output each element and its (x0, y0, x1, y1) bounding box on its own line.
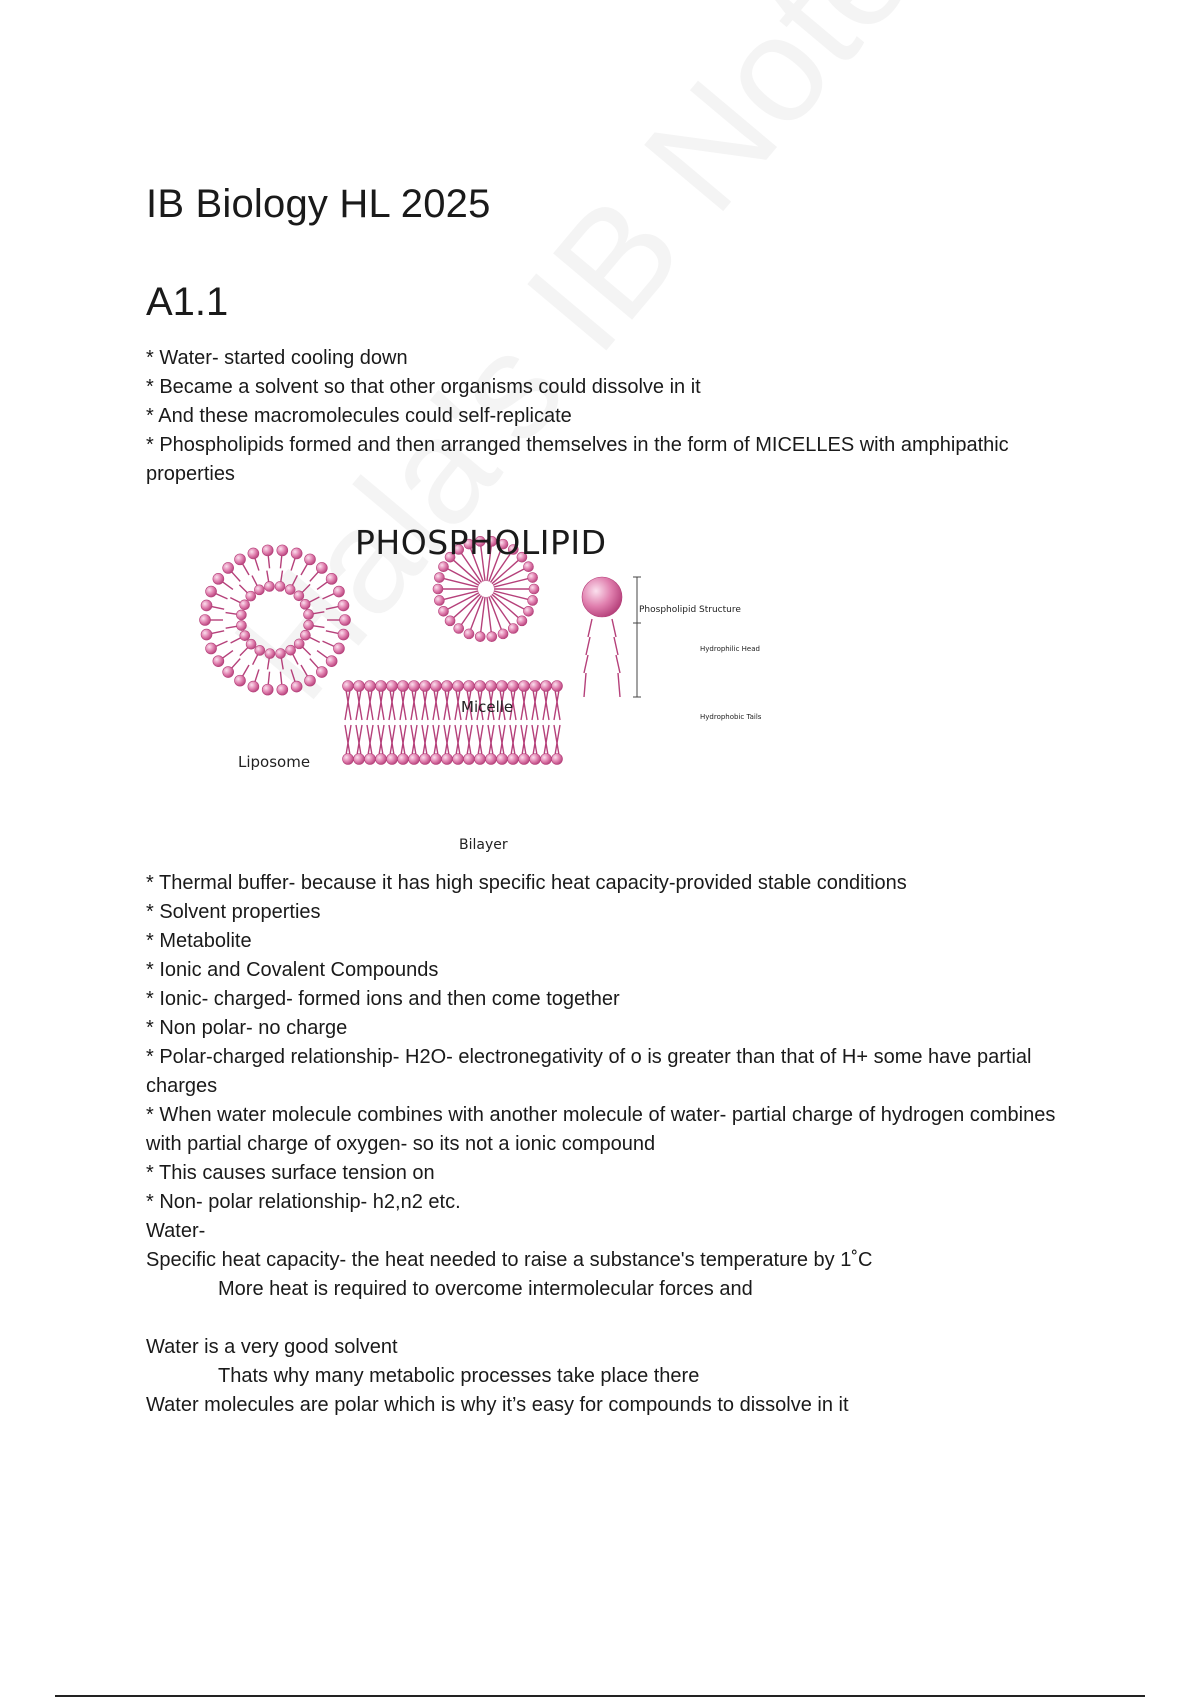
phospholipid-head (454, 624, 464, 634)
phospholipid-head (235, 675, 246, 686)
phospholipid-tail (544, 690, 549, 720)
phospholipid-tail (390, 725, 395, 755)
indented-note: More heat is required to overcome intermolecular forces and (218, 1278, 753, 1300)
phospholipid-head (316, 667, 327, 678)
phospholipid-head (236, 610, 246, 620)
phospholipid-head (519, 754, 530, 765)
phospholipid-head (326, 573, 337, 584)
phospholipid-tail (231, 571, 240, 581)
footer-rule (55, 1695, 1145, 1697)
phospholipid-tail (554, 690, 559, 720)
phospholipid-tail (555, 690, 560, 720)
phospholipid-head (365, 681, 376, 692)
phospholipid-tail (309, 637, 320, 642)
phospholipid-head (276, 649, 286, 659)
phospholipid-figure (180, 515, 820, 860)
phospholipid-tail (317, 651, 328, 659)
bilayer-diagram (343, 681, 563, 765)
phospholipid-head (420, 754, 431, 765)
phospholipid-tail (532, 690, 537, 720)
phospholipid-head (376, 754, 387, 765)
phospholipid-head (519, 681, 530, 692)
phospholipid-tail (533, 690, 538, 720)
phospholipid-tail (346, 725, 351, 755)
phospholipid-head (240, 600, 250, 610)
phospholipid-head (291, 681, 302, 692)
phospholipid-tail (345, 725, 350, 755)
phospholipid-tail (280, 672, 281, 686)
note-line: * Ionic- charged- formed ions and then come together (146, 988, 620, 1010)
phospholipid-tail (401, 725, 406, 755)
phospholipid-tail (400, 725, 405, 755)
phospholipid-tail (240, 647, 248, 656)
phospholipid-head (431, 754, 442, 765)
phospholipid-head (338, 600, 349, 611)
phospholipid-tail (511, 725, 516, 755)
phospholipid-head (508, 754, 519, 765)
phospholipid-tail (584, 655, 588, 673)
phospholipid-tail (522, 690, 527, 720)
phospholipid-tail (423, 690, 428, 720)
phospholipid-head (248, 681, 259, 692)
phospholipid-structure-diagram (582, 577, 641, 697)
bullet-line: * Phospholipids formed and then arranged themselves in the form of MICELLES with amphipathic properties (146, 434, 1009, 485)
liposome-label: Liposome (238, 753, 311, 771)
phospholipid-tail (612, 619, 616, 637)
phospholipid-tail (412, 690, 417, 720)
phospholipid-head (201, 600, 212, 611)
note-line: * When water molecule combines with another molecule of water- partial charge of hydrogen combines with partial charge of oxygen- so its not a ionic compound (146, 1104, 1056, 1155)
phospholipid-head (486, 681, 497, 692)
note-line: * Thermal buffer- because it has high specific heat capacity-provided stable conditions (146, 872, 907, 894)
main-notes (146, 869, 1086, 1420)
phospholipid-tail (584, 673, 586, 697)
phospholipid-tail (423, 725, 428, 755)
note-line: Water- (146, 1220, 206, 1242)
phospholipid-head (333, 586, 344, 597)
note-line: Water is a very good solvent (146, 1336, 398, 1358)
phospholipid-head (497, 754, 508, 765)
phospholipid-tail (215, 593, 228, 599)
phospholipid-tail (522, 725, 527, 755)
phospholipid-tail (280, 554, 281, 568)
phospholipid-tail (310, 571, 319, 581)
phospholipid-tail (500, 725, 505, 755)
phospholipid-tail (378, 725, 383, 755)
phospholipid-tail (323, 593, 336, 599)
phospholipid-head (264, 581, 274, 591)
phospholipid-head (235, 554, 246, 565)
phospholipid-tail (434, 690, 439, 720)
phospholipid-head (387, 754, 398, 765)
phospholipid-tail (268, 672, 269, 686)
phospholipid-tail (323, 641, 336, 647)
phospholipid-tail (309, 597, 320, 603)
phospholipid-tail (445, 690, 450, 720)
tails-label: Hydrophobic Tails (700, 713, 762, 721)
phospholipid-head (305, 675, 316, 686)
phospholipid-head (434, 595, 444, 605)
phospholipid-tail (478, 725, 483, 755)
phospholipid-tail (313, 626, 325, 628)
phospholipid-head (433, 584, 443, 594)
phospholipid-head (508, 624, 518, 634)
phospholipid-head (528, 573, 538, 583)
phospholipid-head (304, 609, 314, 619)
phospholipid-tail (230, 598, 241, 603)
phospholipid-head (246, 639, 256, 649)
phospholipid-head (277, 684, 288, 695)
phospholipid-tail (444, 725, 449, 755)
phospholipid-head (398, 754, 409, 765)
phospholipid-tail (231, 637, 242, 643)
phospholipid-tail (312, 612, 324, 614)
figure-title: PHOSPHOLIPID (355, 523, 607, 562)
phospholipid-tail (422, 690, 427, 720)
phospholipid-head (236, 621, 246, 631)
phospholipid-head (285, 585, 295, 595)
phospholipid-head (442, 681, 453, 692)
phospholipid-head (552, 681, 563, 692)
phospholipid-tail (389, 690, 394, 720)
phospholipid-head (528, 595, 538, 605)
phospholipid-head (475, 632, 485, 642)
phospholipid-tail (379, 690, 384, 720)
phospholipid-tail (210, 606, 224, 609)
note-line: * Non polar- no charge (146, 1017, 348, 1039)
phospholipid-head (438, 606, 448, 616)
phospholipid-tail (444, 690, 449, 720)
note-line: * Metabolite (146, 930, 252, 952)
phospholipid-tail (401, 690, 406, 720)
phospholipid-tail (210, 631, 224, 634)
phospholipid-head (541, 754, 552, 765)
phospholipid-tail (456, 725, 461, 755)
phospholipid-tail (532, 725, 537, 755)
phospholipid-tail (268, 658, 270, 670)
phospholipid-head (300, 630, 310, 640)
phospholipid-tail (239, 585, 248, 593)
phospholipid-tail (433, 725, 438, 755)
phospholipid-tail (521, 725, 526, 755)
phospholipid-tail (467, 725, 472, 755)
phospholipid-tail (345, 690, 350, 720)
phospholipid-tail (614, 637, 618, 655)
phospholipid-head (201, 629, 212, 640)
phospholipid-tail (326, 606, 340, 609)
intro-bullets (146, 344, 1086, 489)
phospholipid-tail (291, 557, 295, 570)
phospholipid-head (248, 548, 259, 559)
phospholipid-head (277, 545, 288, 556)
phospholipid-tail (412, 725, 417, 755)
phospholipid-tail (253, 654, 258, 665)
phospholipid-head (524, 606, 534, 616)
phospholipid-tail (242, 563, 249, 575)
phospholipid-head (294, 639, 304, 649)
phospholipid-tail (455, 690, 460, 720)
phospholipid-head (398, 681, 409, 692)
phospholipid-tail (455, 725, 460, 755)
phospholipid-head (552, 754, 563, 765)
phospholipid-head (438, 562, 448, 572)
phospholipid-head (206, 643, 217, 654)
phospholipid-tail (543, 725, 548, 755)
phospholipid-head (213, 573, 224, 584)
phospholipid-head (387, 681, 398, 692)
phospholipid-tail (226, 626, 238, 628)
phospholipid-tail (445, 725, 450, 755)
phospholipid-head (291, 548, 302, 559)
phospholipid-head (464, 754, 475, 765)
phospholipid-tail (499, 725, 504, 755)
phospholipid-tail (291, 669, 295, 682)
phospholipid-tail (222, 581, 233, 589)
phospholipid-tail (231, 659, 240, 669)
phospholipid-tail (477, 725, 482, 755)
indented-note: Thats why many metabolic processes take place there (218, 1365, 700, 1387)
bullet-line: * And these macromolecules could self-replicate (146, 405, 572, 427)
phospholipid-tail (616, 655, 620, 673)
phospholipid-tail (586, 637, 590, 655)
phospholipid-tail (310, 659, 319, 669)
phospholipid-head (326, 656, 337, 667)
phospholipid-head (223, 667, 234, 678)
phospholipid-head (434, 573, 444, 583)
note-line: * Polar-charged relationship- H2O- electronegativity of o is greater than that of H+ some have partial charges (146, 1046, 1032, 1097)
phospholipid-head (508, 681, 519, 692)
phospholipid-head (294, 591, 304, 601)
phospholipid-tail (368, 690, 373, 720)
note-line: * This causes surface tension on (146, 1162, 435, 1184)
note-line: * Non- polar relationship- h2,n2 etc. (146, 1191, 461, 1213)
phospholipid-head (316, 562, 327, 573)
phospholipid-head (517, 616, 527, 626)
phospholipid-head (376, 681, 387, 692)
phospholipid-tail (346, 690, 351, 720)
phospholipid-tail (357, 725, 362, 755)
phospholipid-tail (422, 725, 427, 755)
phospholipid-tail (367, 690, 372, 720)
phospholipid-tail (434, 725, 439, 755)
phospholipid-head (582, 577, 622, 617)
phospholipid-head (453, 681, 464, 692)
document-title: IB Biology HL 2025 (146, 182, 491, 226)
phospholipid-tail (292, 575, 297, 586)
phospholipid-head (255, 645, 265, 655)
micelle-label: Micelle (461, 698, 514, 716)
phospholipid-head (445, 616, 455, 626)
phospholipid-tail (268, 554, 269, 568)
phospholipid-head (206, 586, 217, 597)
note-line: * Solvent properties (146, 901, 321, 923)
phospholipid-head (343, 681, 354, 692)
phospholipid-head (246, 591, 256, 601)
bullet-line: * Water- started cooling down (146, 347, 408, 369)
phospholipid-head (286, 645, 296, 655)
phospholipid-head (262, 545, 273, 556)
phospholipid-tail (466, 725, 471, 755)
phospholipid-tail (510, 725, 515, 755)
phospholipid-head (340, 615, 351, 626)
phospholipid-tail (368, 725, 373, 755)
phospholipid-tail (292, 654, 298, 665)
phospholipid-tail (411, 725, 416, 755)
phospholipid-tail (302, 584, 310, 593)
phospholipid-tail (379, 725, 384, 755)
phospholipid-tail (356, 690, 361, 720)
phospholipid-tail (367, 725, 372, 755)
phospholipid-head (530, 681, 541, 692)
phospholipid-head (254, 585, 264, 595)
phospholipid-head (541, 681, 552, 692)
phospholipid-head (300, 599, 310, 609)
phospholipid-tail (488, 725, 493, 755)
phospholipid-tail (255, 669, 259, 682)
phospholipid-head (475, 754, 486, 765)
head-label: Hydrophilic Head (700, 645, 760, 653)
note-line: Water molecules are polar which is why it’s easy for compounds to dissolve in it (146, 1394, 849, 1416)
phospholipid-head (497, 681, 508, 692)
phospholipid-head (524, 562, 534, 572)
blank-line (146, 1304, 1086, 1333)
phospholipid-tail (255, 557, 259, 570)
phospholipid-tail (215, 641, 228, 647)
phospholipid-tail (543, 690, 548, 720)
bilayer-label: Bilayer (459, 837, 508, 853)
phospholipid-diagram (180, 515, 820, 860)
phospholipid-head (304, 620, 314, 630)
phospholipid-tail (554, 725, 559, 755)
phospholipid-tail (242, 665, 249, 677)
phospholipid-head (420, 681, 431, 692)
phospholipid-head (464, 681, 475, 692)
phospholipid-head (275, 581, 285, 591)
structure-label: Phospholipid Structure (639, 605, 741, 615)
phospholipid-tail (222, 651, 233, 659)
phospholipid-head (343, 754, 354, 765)
phospholipid-tail (533, 725, 538, 755)
phospholipid-head (265, 649, 275, 659)
phospholipid-head (475, 681, 486, 692)
section-heading: A1.1 (146, 280, 229, 324)
note-line: * Ionic and Covalent Compounds (146, 959, 439, 981)
phospholipid-head (498, 629, 508, 639)
phospholipid-head (529, 584, 539, 594)
liposome-diagram (200, 545, 351, 695)
phospholipid-head (365, 754, 376, 765)
phospholipid-tail (267, 571, 269, 583)
phospholipid-tail (281, 657, 283, 669)
phospholipid-tail (356, 725, 361, 755)
note-line: Specific heat capacity- the heat needed to raise a substance's temperature by 1˚C (146, 1249, 873, 1271)
phospholipid-tail (618, 673, 620, 697)
phospholipid-head (223, 562, 234, 573)
phospholipid-head (354, 681, 365, 692)
phospholipid-head (530, 754, 541, 765)
phospholipid-tail (252, 576, 258, 587)
phospholipid-head (409, 754, 420, 765)
bullet-line: * Became a solvent so that other organisms could dissolve in it (146, 376, 701, 398)
phospholipid-head (262, 684, 273, 695)
phospholipid-head (486, 754, 497, 765)
phospholipid-tail (281, 571, 283, 583)
phospholipid-head (333, 643, 344, 654)
phospholipid-tail (544, 725, 549, 755)
phospholipid-head (409, 681, 420, 692)
phospholipid-tail (390, 690, 395, 720)
phospholipid-tail (389, 725, 394, 755)
phospholipid-tail (521, 690, 526, 720)
phospholipid-head (200, 615, 211, 626)
phospholipid-head (338, 629, 349, 640)
phospholipid-tail (411, 690, 416, 720)
phospholipid-head (464, 629, 474, 639)
phospholipid-tail (226, 613, 238, 615)
phospholipid-tail (400, 690, 405, 720)
phospholipid-head (442, 754, 453, 765)
phospholipid-head (305, 554, 316, 565)
phospholipid-head (240, 631, 250, 641)
phospholipid-tail (378, 690, 383, 720)
phospholipid-tail (326, 631, 340, 634)
phospholipid-tail (588, 619, 592, 637)
phospholipid-head (431, 681, 442, 692)
phospholipid-tail (357, 690, 362, 720)
phospholipid-head (453, 754, 464, 765)
phospholipid-head (354, 754, 365, 765)
phospholipid-tail (301, 665, 308, 677)
phospholipid-tail (433, 690, 438, 720)
phospholipid-head (213, 656, 224, 667)
phospholipid-head (487, 632, 497, 642)
phospholipid-tail (301, 563, 308, 575)
phospholipid-tail (489, 725, 494, 755)
phospholipid-tail (555, 725, 560, 755)
phospholipid-tail (317, 581, 328, 589)
phospholipid-tail (302, 647, 311, 655)
